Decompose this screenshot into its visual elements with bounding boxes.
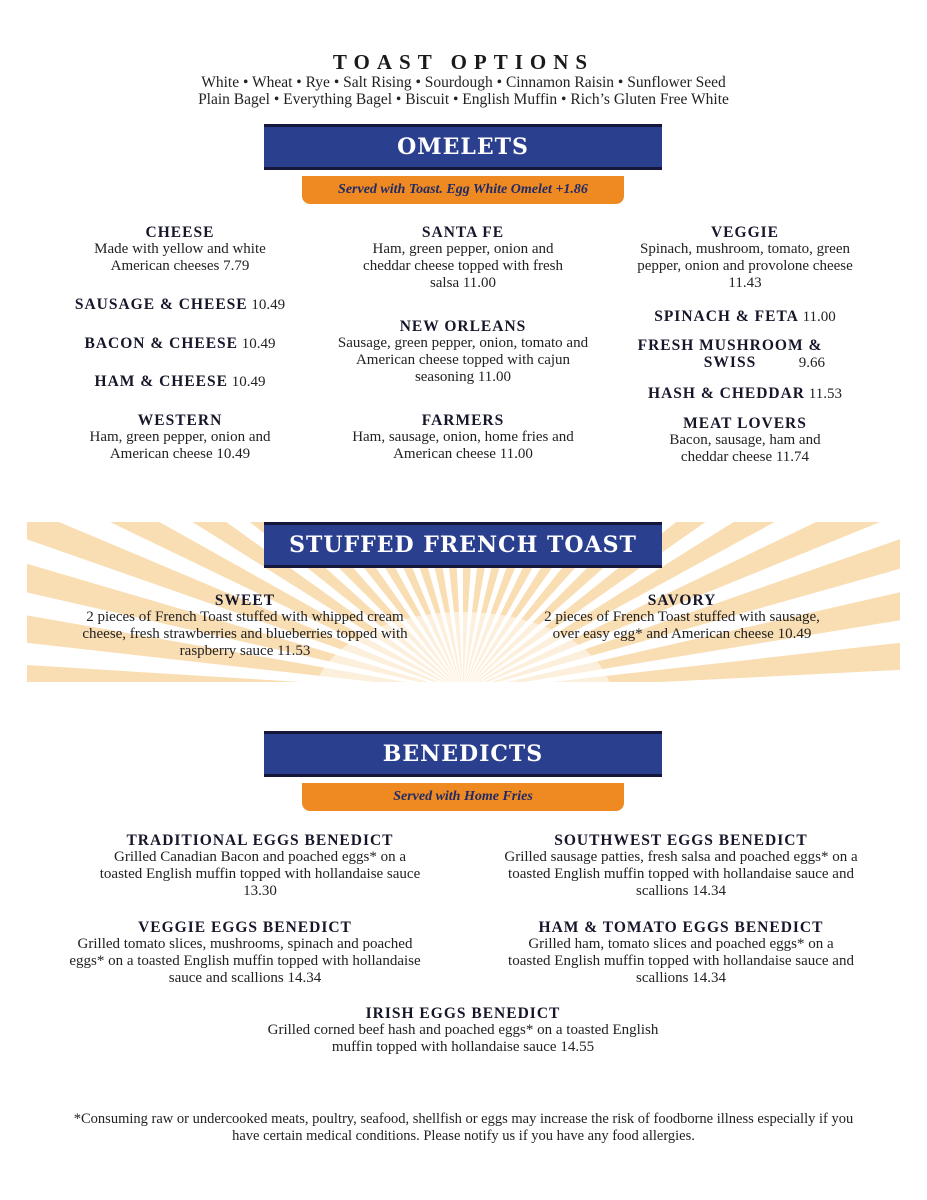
item-name: VEGGIE EGGS BENEDICT bbox=[138, 919, 352, 936]
item-name: CHEESE bbox=[145, 224, 215, 241]
item-name: SPINACH & FETA bbox=[654, 308, 799, 325]
item-description: 2 pieces of French Toast stuffed with sausage, over easy egg* and American cheese 10.49 bbox=[544, 609, 820, 642]
allergy-disclaimer: *Consuming raw or undercooked meats, poultry, seafood, shellfish or eggs may increase the risk of foodborne illness especially if you have certain medical conditions. Please notify us if you have any food allergies. bbox=[73, 1111, 854, 1144]
item-description: Grilled tomato slices, mushrooms, spinach and poached eggs* on a toasted English muffin topped with hollandaise sauce and scallions 14.34 bbox=[69, 936, 421, 986]
menu-item bbox=[625, 337, 865, 372]
item-price: 11.00 bbox=[802, 309, 836, 325]
menu-item bbox=[528, 592, 836, 643]
toast-options-line: Plain Bagel • Everything Bagel • Biscuit • English Muffin • Rich’s Gluten Free White bbox=[198, 91, 729, 108]
item-description: Ham, sausage, onion, home fries and American cheese 11.00 bbox=[352, 429, 574, 462]
menu-item bbox=[70, 832, 450, 900]
menu-item bbox=[625, 415, 865, 466]
item-description: Spinach, mushroom, tomato, green pepper, onion and provolone cheese 11.43 bbox=[637, 241, 853, 291]
item-price: 10.49 bbox=[241, 336, 276, 352]
item-name: SAUSAGE & CHEESE bbox=[74, 296, 248, 313]
item-description: Made with yellow and white American cheeses 7.79 bbox=[94, 241, 266, 274]
item-description: Grilled ham, tomato slices and poached eggs* on a toasted English muffin topped with hollandaise sauce and scallions 14.34 bbox=[508, 936, 854, 986]
item-description: Grilled sausage patties, fresh salsa and poached eggs* on a toasted English muffin topped with hollandaise sauce and scallions 14.34 bbox=[504, 849, 858, 899]
menu-item bbox=[60, 412, 300, 463]
omelets-banner: OMELETS bbox=[264, 124, 662, 170]
menu-item bbox=[333, 224, 593, 292]
menu-item bbox=[493, 919, 869, 987]
benedicts-banner: BENEDICTS bbox=[264, 731, 662, 777]
menu-item bbox=[615, 385, 875, 403]
item-price: 10.49 bbox=[251, 297, 286, 313]
item-description: 2 pieces of French Toast stuffed with whipped cream cheese, fresh strawberries and blueberries topped with raspberry sauce 11.53 bbox=[82, 609, 408, 659]
item-name: SOUTHWEST EGGS BENEDICT bbox=[554, 832, 808, 849]
item-name: SWEET bbox=[214, 592, 276, 609]
menu-item bbox=[50, 373, 310, 391]
item-price: 11.53 bbox=[808, 386, 842, 402]
item-name: FARMERS bbox=[421, 412, 505, 429]
item-name: HASH & CHEDDAR bbox=[648, 385, 805, 402]
menu-item bbox=[50, 335, 310, 353]
menu-item bbox=[625, 224, 865, 292]
menu-item bbox=[323, 318, 603, 386]
menu-item bbox=[333, 412, 593, 463]
item-description: Bacon, sausage, ham and cheddar cheese 11.74 bbox=[669, 432, 821, 465]
omelets-subbanner: Served with Toast. Egg White Omelet +1.86 bbox=[302, 176, 624, 204]
item-name: MEAT LOVERS bbox=[683, 415, 807, 432]
menu-item bbox=[55, 592, 435, 660]
toast-options-line: White • Wheat • Rye • Salt Rising • Sourdough • Cinnamon Raisin • Sunflower Seed bbox=[201, 74, 726, 91]
item-description: Ham, green pepper, onion and American cheese 10.49 bbox=[89, 429, 271, 462]
item-description: Ham, green pepper, onion and cheddar cheese topped with fresh salsa 11.00 bbox=[363, 241, 563, 291]
item-name: HAM & CHEESE bbox=[94, 373, 228, 390]
benedicts-subbanner: Served with Home Fries bbox=[302, 783, 624, 811]
item-description: Grilled Canadian Bacon and poached eggs* on a toasted English muffin topped with hollandaise sauce 13.30 bbox=[99, 849, 421, 899]
menu-item bbox=[50, 296, 310, 314]
item-name: FRESH MUSHROOM & SWISS bbox=[637, 337, 823, 371]
menu-item bbox=[60, 224, 300, 275]
item-name: VEGGIE bbox=[710, 224, 779, 241]
item-name: SAVORY bbox=[647, 592, 717, 609]
item-description: Sausage, green pepper, onion, tomato and American cheese topped with cajun seasoning 11.00 bbox=[337, 335, 589, 385]
item-description: Grilled corned beef hash and poached eggs* on a toasted English muffin topped with hollandaise sauce 14.55 bbox=[267, 1022, 659, 1055]
french-toast-banner: STUFFED FRENCH TOAST bbox=[264, 522, 662, 568]
item-name: BACON & CHEESE bbox=[84, 335, 239, 352]
item-name: TRADITIONAL EGGS BENEDICT bbox=[126, 832, 394, 849]
toast-options-title: TOAST OPTIONS bbox=[332, 50, 595, 74]
item-name: HAM & TOMATO EGGS BENEDICT bbox=[538, 919, 824, 936]
menu-item bbox=[493, 832, 869, 900]
item-name: IRISH EGGS BENEDICT bbox=[365, 1005, 561, 1022]
item-name: NEW ORLEANS bbox=[399, 318, 527, 335]
menu-item bbox=[55, 919, 435, 987]
menu-item bbox=[615, 308, 875, 326]
item-price: 10.49 bbox=[231, 374, 266, 390]
menu-item bbox=[243, 1005, 683, 1056]
item-price: 9.66 bbox=[798, 355, 825, 371]
item-name: WESTERN bbox=[137, 412, 223, 429]
item-name: SANTA FE bbox=[421, 224, 505, 241]
